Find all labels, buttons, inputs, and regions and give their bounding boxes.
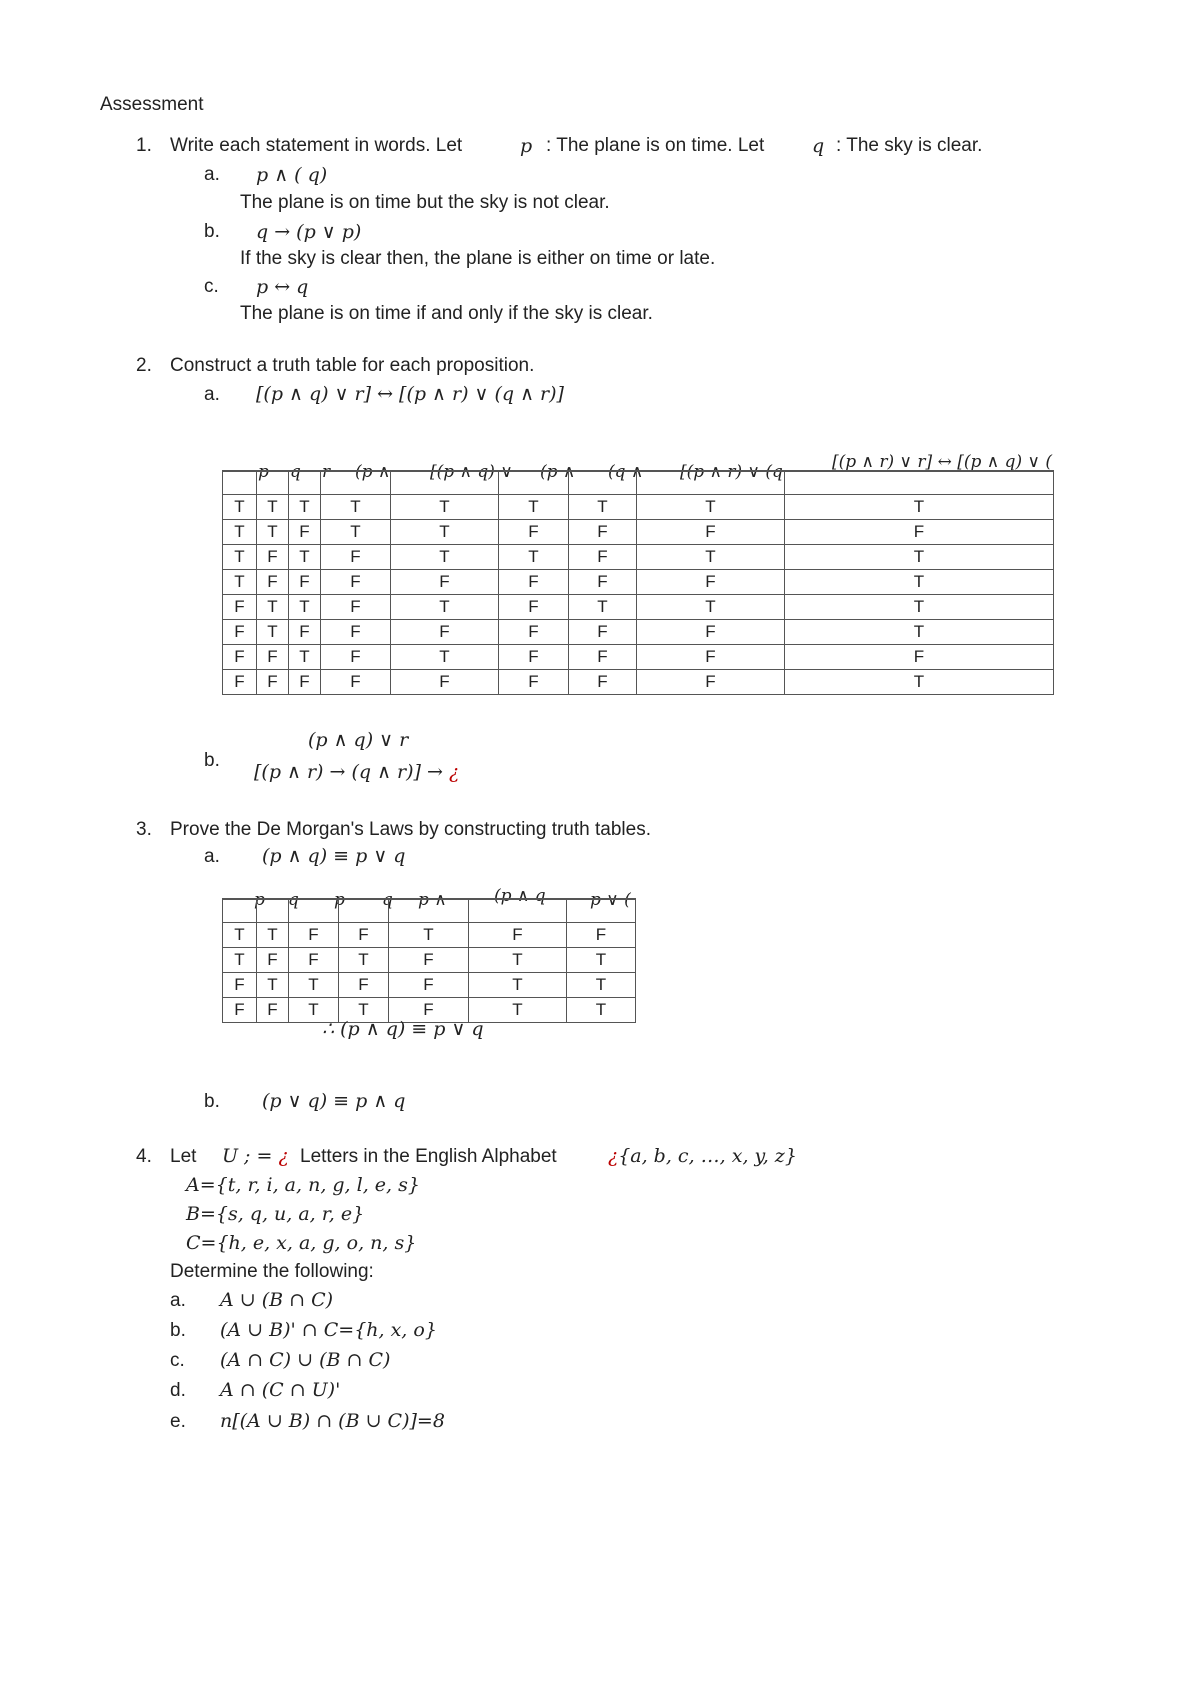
q3-table-cell: T [289, 998, 339, 1023]
q3-conclusion: ∴ (p ∧ q) ≡ p ∨ q [322, 1018, 484, 1040]
q3-table-row [223, 973, 636, 998]
q2-table-cell: F [637, 645, 785, 670]
q2-a-expression: [(p ∧ q) ∨ r] ↔ [(p ∧ r) ∨ (q ∧ r)] [256, 383, 564, 405]
q3-table-cell: F [339, 973, 389, 998]
q4-universe-symbol: U ; = [222, 1145, 279, 1167]
q2-table-cell: F [785, 520, 1054, 545]
q3-header-not-q: q [382, 890, 393, 910]
q1-item-b-letter: b. [204, 221, 220, 242]
q2-table-cell: F [637, 570, 785, 595]
q1-number: 1. [136, 135, 152, 156]
q3-table-cell: F [289, 948, 339, 973]
q3-table-cell: F [389, 948, 469, 973]
q2-table-header-row [223, 471, 1054, 495]
q4-universe-set [608, 1145, 797, 1167]
q2-table-cell: F [637, 620, 785, 645]
q2-table-cell: T [321, 520, 391, 545]
q2-table-cell: T [257, 620, 289, 645]
q3-table-cell: F [567, 923, 636, 948]
q2-table-cell: F [637, 520, 785, 545]
q3-table-cell: T [223, 948, 257, 973]
q2-table-cell: T [257, 495, 289, 520]
q3-table-cell: F [223, 998, 257, 1023]
q3-header-q: q [288, 890, 299, 910]
q2-b-red-symbol: ¿ [448, 761, 460, 783]
q4-red-symbol-2: ¿ [608, 1145, 619, 1167]
q3-table-cell: T [567, 973, 636, 998]
q4-item-b-letter: b. [170, 1320, 186, 1341]
q2-table-body [223, 495, 1054, 695]
q2-truth-table [222, 470, 1054, 695]
q2-table-cell: F [257, 545, 289, 570]
q2-table-cell: T [391, 645, 499, 670]
q2-table-cell: T [391, 520, 499, 545]
q3-table-cell: F [389, 973, 469, 998]
q2-table-cell: T [289, 595, 321, 620]
q2-table-cell: F [289, 520, 321, 545]
q2-table-cell: F [321, 595, 391, 620]
q2-table-cell: F [289, 570, 321, 595]
q1-p-definition: : The plane is on time. Let [546, 135, 765, 156]
q2-table-cell: F [223, 595, 257, 620]
q2-table-cell: F [499, 670, 569, 695]
q3-truth-table [222, 898, 636, 1023]
q2-header-q: q [290, 462, 301, 482]
q2-intro: Construct a truth table for each proposition. [170, 355, 535, 376]
q3-table-cell: T [567, 948, 636, 973]
q2-header-r: r [322, 462, 331, 482]
q3-table-cell: T [289, 973, 339, 998]
q2-table-cell: T [391, 495, 499, 520]
q2-b-letter: b. [204, 750, 220, 771]
q2-table-cell: F [257, 670, 289, 695]
q2-table-cell: F [321, 645, 391, 670]
q2-table-cell: T [569, 495, 637, 520]
q1-item-a-expression: p ∧ ( q) [256, 164, 328, 186]
q4-item-c-expression: (A ∩ C) ∪ (B ∩ C) [220, 1349, 391, 1371]
q4-item-a-expression: A ∪ (B ∩ C) [220, 1289, 334, 1311]
q2-table-cell: F [499, 645, 569, 670]
q1-item-c-letter: c. [204, 276, 219, 297]
q2-b-expression-2-text: [(p ∧ r) → (q ∧ r)] → [254, 761, 449, 783]
q2-table-cell: T [785, 595, 1054, 620]
q3-a-letter: a. [204, 846, 220, 867]
q2-table-row [223, 570, 1054, 595]
q2-table-cell: T [257, 520, 289, 545]
q2-b-expression-1: (p ∧ q) ∨ r [308, 729, 409, 751]
q1-item-c-answer: The plane is on time if and only if the sky is clear. [240, 303, 653, 324]
q4-set-c: C={h, e, x, a, g, o, n, s} [186, 1232, 417, 1254]
q3-table-cell: T [339, 998, 389, 1023]
q2-a-letter: a. [204, 384, 220, 405]
q2-table-cell: F [321, 670, 391, 695]
q2-table-cell: T [391, 595, 499, 620]
q2-table-cell: T [785, 620, 1054, 645]
q4-red-symbol-1: ¿ [278, 1145, 289, 1167]
q1-item-b-answer: If the sky is clear then, the plane is either on time or late. [240, 248, 716, 269]
q2-table-cell: F [569, 520, 637, 545]
q2-table-cell: F [321, 620, 391, 645]
q2-table-cell: F [223, 645, 257, 670]
q2-table-cell: F [569, 670, 637, 695]
q2-table-cell: F [223, 620, 257, 645]
q2-table-row [223, 620, 1054, 645]
q2-table-cell: F [637, 670, 785, 695]
q2-table-cell: F [569, 545, 637, 570]
q3-table-cell: T [339, 948, 389, 973]
q2-table-cell: F [257, 570, 289, 595]
q2-table-cell: T [321, 495, 391, 520]
q3-table-cell: T [223, 923, 257, 948]
q1-item-a-letter: a. [204, 164, 220, 185]
q3-number: 3. [136, 819, 152, 840]
q3-table-cell: F [257, 998, 289, 1023]
q2-table-cell: T [223, 495, 257, 520]
q2-table-cell: F [569, 570, 637, 595]
q2-table-row [223, 645, 1054, 670]
q2-table-cell: F [785, 645, 1054, 670]
q2-table-cell: T [785, 545, 1054, 570]
q4-item-a-letter: a. [170, 1290, 186, 1311]
q3-header-p: p [254, 890, 265, 910]
q2-table-cell: T [637, 595, 785, 620]
q3-header-not-pq: (p ∧ q [494, 886, 546, 906]
q2-header-p-and-q: (p ∧ [355, 462, 391, 482]
q2-table-cell: T [223, 570, 257, 595]
q2-table-cell: T [785, 570, 1054, 595]
q3-table-body [223, 923, 636, 1023]
q4-determine: Determine the following: [170, 1261, 374, 1282]
q2-table-cell: F [223, 670, 257, 695]
q3-table-header-row [223, 899, 636, 923]
q3-table-cell: T [257, 973, 289, 998]
q3-table-cell: F [289, 923, 339, 948]
q2-table-row [223, 670, 1054, 695]
q2-table-cell: F [289, 670, 321, 695]
q4-item-e-letter: e. [170, 1411, 186, 1432]
q1-item-a-answer: The plane is on time but the sky is not clear. [240, 192, 610, 213]
q4-item-d-expression: A ∩ (C ∩ U)' [220, 1379, 341, 1401]
page-title: Assessment [100, 94, 204, 115]
q4-universe-expression [222, 1145, 289, 1167]
q3-b-expression: (p ∨ q) ≡ p ∧ q [262, 1090, 406, 1112]
q3-table-cell: T [469, 998, 567, 1023]
q2-table-row [223, 520, 1054, 545]
q3-table-cell: T [257, 923, 289, 948]
q4-set-b: B={s, q, u, a, r, e} [186, 1203, 365, 1225]
q2-table-cell: F [391, 670, 499, 695]
q3-table-cell: T [469, 948, 567, 973]
q2-table-cell: F [499, 520, 569, 545]
q2-table-cell: F [257, 645, 289, 670]
q4-number: 4. [136, 1146, 152, 1167]
q3-header-notp-or-notq: p ∨ ( [590, 890, 631, 910]
q2-table-cell: T [637, 495, 785, 520]
q4-let: Let [170, 1146, 197, 1167]
q4-item-b-expression: (A ∪ B)' ∩ C={h, x, o} [220, 1319, 437, 1341]
q2-table-cell: F [391, 620, 499, 645]
q2-table-cell: F [499, 595, 569, 620]
q3-b-letter: b. [204, 1091, 220, 1112]
q3-table-row [223, 923, 636, 948]
q2-table-cell: F [321, 570, 391, 595]
q3-a-expression: (p ∧ q) ≡ p ∨ q [262, 845, 406, 867]
q1-item-b-expression: q → (p ∨ p) [256, 221, 362, 243]
q1-q-definition: : The sky is clear. [836, 135, 983, 156]
q2-table-cell: T [499, 495, 569, 520]
q1-var-q: q [812, 135, 825, 157]
q2-header-q-and-r: (q ∧ [608, 462, 644, 482]
q2-header-pq-or-r: [(p ∧ q) ∨ [430, 462, 513, 482]
q2-header-biconditional: [(p ∧ r) ∨ r] ↔ [(p ∧ q) ∨ ( [832, 452, 1053, 472]
q2-table-cell: F [289, 620, 321, 645]
q3-table-cell: F [223, 973, 257, 998]
q4-item-c-letter: c. [170, 1350, 185, 1371]
q4-set-a: A={t, r, i, a, n, g, l, e, s} [186, 1174, 420, 1196]
q2-table-cell: F [499, 620, 569, 645]
q2-table-row [223, 595, 1054, 620]
q1-var-p: p [520, 135, 533, 157]
q2-table-cell: F [499, 570, 569, 595]
q2-table-cell: T [257, 595, 289, 620]
q2-table-cell: T [785, 495, 1054, 520]
q2-table-cell: T [289, 545, 321, 570]
q2-table-cell: T [223, 520, 257, 545]
q2-table-cell: T [637, 545, 785, 570]
q2-table-cell: F [569, 620, 637, 645]
q2-header-p: p [258, 462, 269, 482]
q2-table-row [223, 495, 1054, 520]
q2-table-cell: F [569, 645, 637, 670]
q4-item-e-expression: n[(A ∪ B) ∩ (B ∪ C)]=8 [220, 1410, 445, 1432]
q3-header-p-and-q: p ∧ [418, 890, 447, 910]
q2-table-cell: T [569, 595, 637, 620]
q3-table-row [223, 948, 636, 973]
q3-table-cell: T [469, 973, 567, 998]
q2-table-cell: T [499, 545, 569, 570]
q3-table-cell: F [339, 923, 389, 948]
q2-table-cell: T [289, 645, 321, 670]
q2-table-cell: F [391, 570, 499, 595]
q2-header-p-and-r: (p ∧ [540, 462, 576, 482]
q2-table-cell: T [223, 545, 257, 570]
q3-table-cell: F [257, 948, 289, 973]
q2-table-cell: T [391, 545, 499, 570]
q2-table-row [223, 545, 1054, 570]
q2-table-cell: F [321, 545, 391, 570]
q1-item-c-expression: p ↔ q [256, 276, 309, 298]
q3-intro: Prove the De Morgan's Laws by constructing truth tables. [170, 819, 651, 840]
q3-header-not-p: p [334, 890, 345, 910]
q4-universe-set-text: {a, b, c, …, x, y, z} [618, 1145, 797, 1167]
q2-b-expression-2 [254, 761, 459, 783]
q3-table-cell: F [389, 998, 469, 1023]
q3-table-cell: T [567, 998, 636, 1023]
q3-table-cell: T [389, 923, 469, 948]
q4-universe-text: Letters in the English Alphabet [300, 1146, 557, 1167]
q2-number: 2. [136, 355, 152, 376]
q4-item-d-letter: d. [170, 1380, 186, 1401]
q2-header-pr-or-qr: [(p ∧ r) ∨ (q [680, 462, 783, 482]
q2-table-cell: T [289, 495, 321, 520]
q3-table-cell: F [469, 923, 567, 948]
q2-table-cell: T [785, 670, 1054, 695]
q1-intro: Write each statement in words. Let [170, 135, 463, 156]
